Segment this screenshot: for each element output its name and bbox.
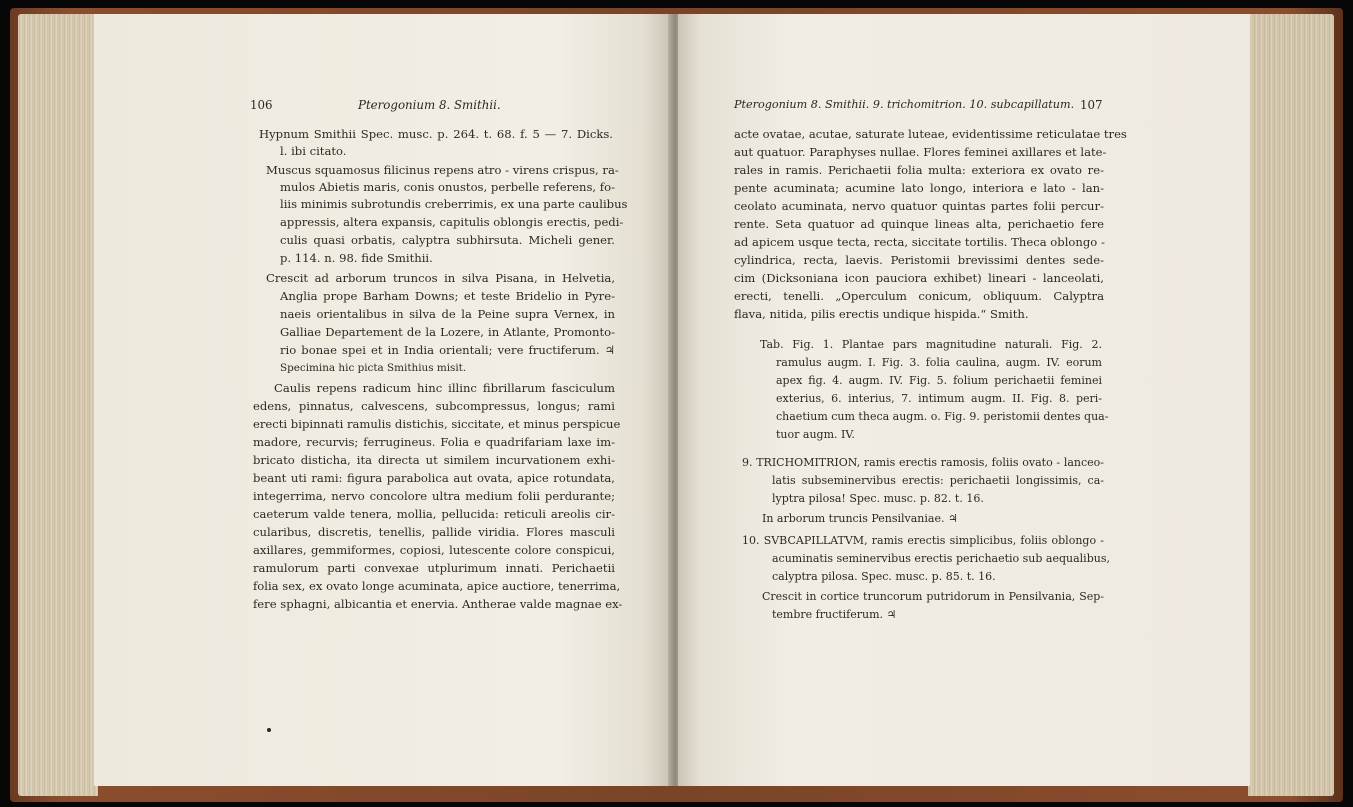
text-line: Galliae Departement de la Lozere, in Atlante, Promonto-: [280, 325, 615, 339]
text-line: cim (Dicksoniana icon pauciora exhibet) lineari - lanceolati,: [734, 271, 1104, 285]
text-line: Crescit in cortice truncorum putridorum in Pensilvania, Sep-: [762, 590, 1104, 603]
text-line: erecti bipinnati ramulis distichis, siccitate, et minus perspicue: [253, 417, 621, 431]
text-line: Specimina hic picta Smithius misit.: [280, 362, 467, 374]
text-line: madore, recurvis; ferrugineus. Folia e quadrifariam laxe im-: [253, 435, 615, 449]
right-page: [678, 14, 1250, 786]
page-edges-left: [18, 14, 98, 796]
left-running-title: Pterogonium 8. Smithii.: [358, 98, 501, 112]
text-line: 9. TRICHOMITRION, ramis erectis ramosis, foliis ovato - lanceo-: [742, 456, 1104, 469]
text-line: rales in ramis. Perichaetii folia multa: exteriora ex ovato re-: [734, 163, 1104, 177]
page-edges-right: [1248, 14, 1334, 796]
text-line: apex fig. 4. augm. IV. Fig. 5. folium perichaetii feminei: [776, 374, 1102, 387]
text-line: bricato disticha, ita directa ut similem incurvationem exhi-: [253, 453, 615, 467]
text-line: ramulorum parti convexae utplurimum innati. Perichaetii: [253, 561, 615, 575]
text-line: chaetium cum theca augm. o. Fig. 9. peristomii dentes qua-: [776, 410, 1109, 423]
text-line: latis subseminervibus erectis: perichaetii longissimis, ca-: [772, 474, 1104, 487]
text-line: Crescit ad arborum truncos in silva Pisana, in Helvetia,: [266, 271, 615, 285]
text-line: liis minimis subrotundis creberrimis, ex una parte caulibus: [280, 197, 628, 211]
text-line: 10. SVBCAPILLATVM, ramis erectis simplicibus, foliis oblongo -: [742, 534, 1104, 547]
text-line: acte ovatae, acutae, saturate luteae, evidentissime reticulatae tres: [734, 127, 1127, 141]
text-line: Anglia prope Barham Downs; et teste Bridelio in Pyre-: [280, 289, 615, 303]
text-line: l. ibi citato.: [280, 144, 347, 158]
text-line: fere sphagni, albicantia et enervia. Antherae valde magnae ex-: [253, 597, 623, 611]
right-page-number: 107: [1080, 98, 1103, 112]
text-line: cularibus, discretis, tenellis, pallide viridia. Flores masculi: [253, 525, 615, 539]
text-line: Caulis repens radicum hinc illinc fibrillarum fasciculum: [274, 381, 615, 395]
text-line: In arborum truncis Pensilvaniae. ♃: [762, 512, 958, 525]
text-line: integerrima, nervo concolore ultra medium folii perdurante;: [253, 489, 615, 503]
text-line: edens, pinnatus, calvescens, subcompressus, longus; rami: [253, 399, 615, 413]
text-line: mulos Abietis maris, conis onustos, perbelle referens, fo-: [280, 180, 615, 194]
text-line: beant uti rami: figura parabolica aut ovata, apice rotundata,: [253, 471, 615, 485]
text-line: Tab. Fig. 1. Plantae pars magnitudine naturali. Fig. 2.: [760, 338, 1102, 351]
text-line: Hypnum Smithii Spec. musc. p. 264. t. 68. f. 5 — 7. Dicks.: [259, 127, 613, 141]
text-line: naeis orientalibus in silva de la Peine supra Vernex, in: [280, 307, 615, 321]
text-line: folia sex, ex ovato longe acuminata, apice auctiore, tenerrima,: [253, 579, 621, 593]
text-line: exterius, 6. interius, 7. intimum augm. II. Fig. 8. peri-: [776, 392, 1102, 405]
ink-speck: [267, 728, 271, 732]
text-line: tembre fructiferum. ♃: [772, 608, 897, 621]
text-line: rente. Seta quatuor ad quinque lineas alta, perichaetio fere: [734, 217, 1104, 231]
text-line: pente acuminata; acumine lato longo, interiora e lato - lan-: [734, 181, 1104, 195]
text-line: calyptra pilosa. Spec. musc. p. 85. t. 16.: [772, 570, 996, 583]
text-line: ramulus augm. I. Fig. 3. folia caulina, augm. IV. eorum: [776, 356, 1102, 369]
left-page-number: 106: [250, 98, 273, 112]
text-line: Muscus squamosus filicinus repens atro - virens crispus, ra-: [266, 163, 619, 177]
text-line: cylindrica, recta, laevis. Peristomii brevissimi dentes sede-: [734, 253, 1104, 267]
text-line: caeterum valde tenera, mollia, pellucida: reticuli areolis cir-: [253, 507, 615, 521]
text-line: axillares, gemmiformes, copiosi, lutescente colore conspicui,: [253, 543, 615, 557]
text-line: ad apicem usque tecta, recta, siccitate tortilis. Theca oblongo -: [734, 235, 1105, 249]
text-line: p. 114. n. 98. fide Smithii.: [280, 251, 433, 265]
text-line: erecti, tenelli. „Operculum conicum, obliquum. Calyptra: [734, 289, 1104, 303]
text-line: aut quatuor. Paraphyses nullae. Flores feminei axillares et late-: [734, 145, 1107, 159]
text-line: flava, nitida, pilis erectis undique hispida.“ Smith.: [734, 307, 1029, 321]
text-line: ceolato acuminata, nervo quatuor quintas partes folii percur-: [734, 199, 1104, 213]
text-line: culis quasi orbatis, calyptra subhirsuta. Micheli gener.: [280, 233, 615, 247]
text-line: appressis, altera expansis, capitulis oblongis erectis, pedi-: [280, 215, 624, 229]
right-running-title: Pterogonium 8. Smithii. 9. trichomitrion. 10. subcapillatum.: [734, 98, 1075, 111]
left-page: [94, 14, 672, 786]
text-line: acuminatis seminervibus erectis perichaetio sub aequalibus,: [772, 552, 1110, 565]
text-line: lyptra pilosa! Spec. musc. p. 82. t. 16.: [772, 492, 984, 505]
text-line: rio bonae spei et in India orientali; vere fructiferum. ♃: [280, 343, 615, 357]
text-line: tuor augm. IV.: [776, 428, 855, 441]
